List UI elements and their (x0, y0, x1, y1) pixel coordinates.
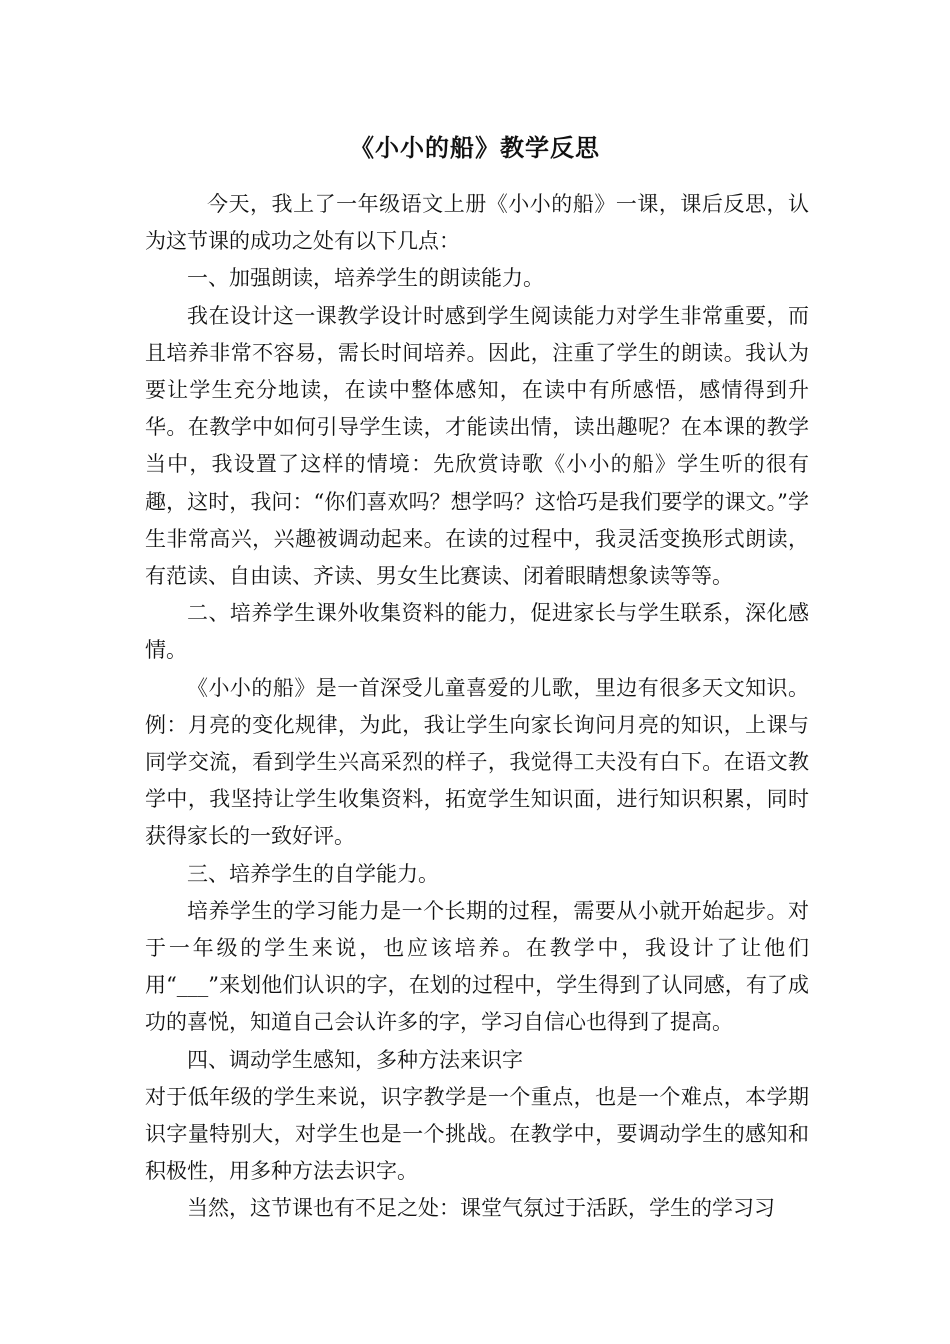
document-body (145, 186, 809, 1228)
paragraph-literacy: 对于低年级的学生来说，识字教学是一个重点，也是一个难点，本学期识字量特别大，对学生也是一个挑战。在教学中，要调动学生的感知和积极性，用多种方法去识字。 (145, 1084, 809, 1184)
paragraph-intro: 今天，我上了一年级语文上册《小小的船》一课，课后反思，认为这节课的成功之处有以下几点： (145, 192, 809, 254)
paragraph-self-study: 培养学生的学习能力是一个长期的过程，需要从小就开始起步。对于一年级的学生来说，也应该培养。在教学中，我设计了让他们用“___”来划他们认识的字，在划的过程中，学生得到了认同感，有了成功的喜悦，知道自己会认许多的字，学习自信心也得到了提高。 (145, 898, 809, 1035)
document-title: 《小小的船》教学反思 (350, 134, 600, 162)
section-heading-2: 二、培养学生课外收集资料的能力，促进家长与学生联系，深化感情。 (145, 601, 809, 663)
paragraph-reading: 我在设计这一课教学设计时感到学生阅读能力对学生非常重要，而且培养非常不容易，需长时间培养。因此，注重了学生的朗读。我认为要让学生充分地读，在读中整体感知，在读中有所感悟，感情得到升华。在教学中如何引导学生读，才能读出情，读出趣呢？在本课的教学当中，我设置了这样的情境：先欣赏诗歌《小小的船》学生听的很有趣，这时，我问：“你们喜欢吗？想学吗？这恰巧是我们要学的课文。”学生非常高兴，兴趣被调动起来。在读的过程中，我灵活变换形式朗读，有范读、自由读、齐读、男女生比赛读、闭着眼睛想象读等等。 (145, 303, 809, 589)
section-heading-1: 一、加强朗读，培养学生的朗读能力。 (187, 266, 544, 291)
paragraph-shortcomings: 当然，这节课也有不足之处：课堂气氛过于活跃，学生的学习习 (187, 1196, 775, 1221)
section-heading-3: 三、培养学生的自学能力。 (187, 861, 439, 886)
section-heading-4: 四、调动学生感知，多种方法来识字 (187, 1047, 523, 1072)
paragraph-materials: 《小小的船》是一首深受儿童喜爱的儿歌，里边有很多天文知识。例：月亮的变化规律，为此，我让学生向家长询问月亮的知识，上课与同学交流，看到学生兴高采烈的样子，我觉得工夫没有白下。在语文教学中，我坚持让学生收集资料，拓宽学生知识面，进行知识积累，同时获得家长的一致好评。 (145, 675, 809, 849)
